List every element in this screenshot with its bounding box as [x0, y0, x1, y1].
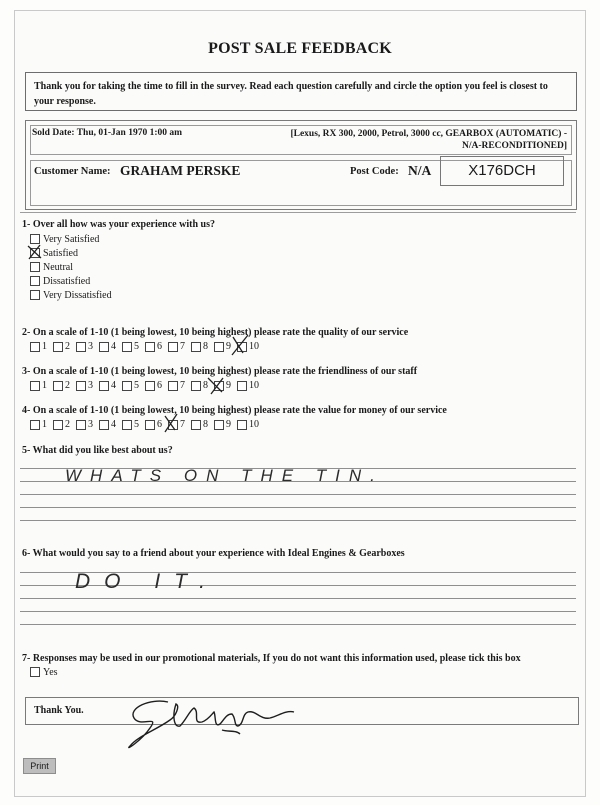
scale-option-10[interactable]: [237, 341, 259, 352]
option-label: 7: [180, 341, 185, 352]
signature-scribble: [110, 690, 310, 760]
customer-name-value: GRAHAM PERSKE: [120, 163, 241, 178]
question-1-options: [30, 232, 112, 302]
question-3-scale: [30, 380, 265, 391]
checkbox[interactable]: [145, 420, 155, 430]
checkbox[interactable]: [30, 381, 40, 391]
checkbox[interactable]: [99, 381, 109, 391]
scale-option-9[interactable]: [214, 419, 231, 430]
checkbox[interactable]: [76, 342, 86, 352]
checkbox[interactable]: [30, 276, 40, 286]
question-2-scale: [30, 341, 265, 352]
handwritten-cross-mark-icon: [229, 333, 251, 357]
option-label: Satisfied: [43, 247, 78, 259]
handwritten-cross-mark-icon: [26, 244, 44, 260]
postcode-value: N/A: [408, 163, 432, 178]
scale-option-7[interactable]: [168, 419, 185, 430]
scale-option-4[interactable]: [99, 419, 116, 430]
answer-line: [20, 624, 576, 625]
scale-option-8[interactable]: [191, 419, 208, 430]
option-label: 6: [157, 380, 162, 391]
option-label: Very Dissatisfied: [43, 289, 112, 301]
option-label: 8: [203, 341, 208, 352]
option-label: 2: [65, 341, 70, 352]
option-label: 10: [249, 380, 259, 391]
option-label: 3: [88, 341, 93, 352]
registration-number: X176DCH: [440, 156, 564, 186]
option-label: Very Satisfied: [43, 233, 100, 245]
divider: [20, 212, 576, 213]
scale-option-3[interactable]: [76, 419, 93, 430]
option-label: 8: [203, 380, 208, 391]
answer-line: [20, 507, 576, 508]
option-label: 4: [111, 380, 116, 391]
option-label: 10: [249, 341, 259, 352]
scale-option-1[interactable]: [30, 380, 47, 391]
option-label: 1: [42, 419, 47, 430]
handwritten-answer-6: DO IT.: [75, 570, 219, 593]
checkbox[interactable]: [30, 262, 40, 272]
checkbox[interactable]: [237, 420, 247, 430]
option-label: 5: [134, 341, 139, 352]
scale-option-7[interactable]: [168, 341, 185, 352]
scale-option-5[interactable]: [122, 341, 139, 352]
checkbox[interactable]: [53, 381, 63, 391]
sold-date: [32, 128, 182, 138]
option-label: 8: [203, 419, 208, 430]
scale-option-1[interactable]: [30, 419, 47, 430]
scale-option-2[interactable]: [53, 341, 70, 352]
checkbox[interactable]: [168, 381, 178, 391]
scale-option-2[interactable]: [53, 380, 70, 391]
scale-option-6[interactable]: [145, 419, 162, 430]
option-label: 10: [249, 419, 259, 430]
scale-option-6[interactable]: [145, 341, 162, 352]
handwritten-cross-mark-icon: [205, 374, 227, 396]
vehicle-details: [282, 128, 567, 152]
option-label: 5: [134, 419, 139, 430]
option-label: 3: [88, 380, 93, 391]
question-2: 2- On a scale of 1-10 (1 being lowest, 10 being highest) please rate the quality of our service: [22, 327, 409, 338]
checkbox[interactable]: [99, 342, 109, 352]
option-label: 9: [226, 380, 231, 391]
checkbox[interactable]: [30, 342, 40, 352]
question-3: 3- On a scale of 1-10 (1 being lowest, 10 being highest) please rate the friendliness of our staff: [22, 366, 418, 377]
checkbox[interactable]: [214, 342, 224, 352]
scale-option-3[interactable]: [76, 341, 93, 352]
question-4: 4- On a scale of 1-10 (1 being lowest, 10 being highest) please rate the value for money of our service: [22, 405, 447, 416]
intro-text: Thank you for taking the time to fill in the survey. Read each question carefully and circle the option you feel is closest to your response.: [34, 81, 548, 107]
scale-option-7[interactable]: [168, 380, 185, 391]
thank-you-text: Thank You.: [34, 705, 84, 716]
checkbox[interactable]: [191, 342, 201, 352]
checkbox[interactable]: [53, 342, 63, 352]
intro-box: [25, 72, 577, 111]
option-label: 6: [157, 341, 162, 352]
question-6: 6- What would you say to a friend about your experience with Ideal Engines & Gearboxes: [22, 548, 405, 559]
scale-option-4[interactable]: [99, 380, 116, 391]
option-label: Neutral: [43, 261, 73, 273]
question-7: 7- Responses may be used in our promotional materials, If you do not want this information used, please tick this box: [22, 653, 521, 664]
option-label: 9: [226, 341, 231, 352]
scale-option-10[interactable]: [237, 419, 259, 430]
option-yes[interactable]: [30, 665, 58, 679]
vehicle-line-1: [Lexus, RX 300, 2000, Petrol, 3000 cc, GEARBOX (AUTOMATIC) -: [290, 129, 567, 139]
scale-option-9[interactable]: [214, 380, 231, 391]
checkbox[interactable]: [168, 342, 178, 352]
checkbox[interactable]: [99, 420, 109, 430]
checkbox[interactable]: [76, 381, 86, 391]
checkbox[interactable]: [191, 420, 201, 430]
customer-name-label: Customer Name:: [34, 166, 111, 177]
option-label: 1: [42, 341, 47, 352]
postcode-label: Post Code:: [350, 166, 399, 177]
option-neutral[interactable]: [30, 260, 112, 274]
sold-date-label: Sold Date:: [32, 128, 75, 138]
option-dissatisfied[interactable]: [30, 274, 112, 288]
option-label: 3: [88, 419, 93, 430]
vehicle-line-2: N/A-RECONDITIONED]: [461, 141, 567, 151]
question-5: 5- What did you like best about us?: [22, 445, 173, 456]
question-4-scale: [30, 419, 265, 430]
checkbox[interactable]: [214, 420, 224, 430]
answer-line: [20, 520, 576, 521]
scale-option-2[interactable]: [53, 419, 70, 430]
option-label: 7: [180, 419, 185, 430]
option-label: 9: [226, 419, 231, 430]
option-label: 5: [134, 380, 139, 391]
scale-option-5[interactable]: [122, 380, 139, 391]
scale-option-5[interactable]: [122, 419, 139, 430]
checkbox[interactable]: [30, 234, 40, 244]
checkbox[interactable]: [30, 667, 40, 677]
checkbox[interactable]: [30, 290, 40, 300]
option-label: Dissatisfied: [43, 275, 91, 287]
answer-line: [20, 598, 576, 599]
checkbox[interactable]: [122, 381, 132, 391]
checkbox[interactable]: [122, 342, 132, 352]
answer-line: [20, 494, 576, 495]
print-button[interactable]: Print: [23, 758, 56, 774]
checkbox[interactable]: [30, 420, 40, 430]
option-label: 4: [111, 419, 116, 430]
scale-option-8[interactable]: [191, 341, 208, 352]
option-label: 7: [180, 380, 185, 391]
scale-option-6[interactable]: [145, 380, 162, 391]
form-title: POST SALE FEEDBACK: [208, 40, 392, 57]
handwritten-answer-5: WHATS ON THE TIN.: [65, 466, 384, 485]
option-label: 2: [65, 419, 70, 430]
checkbox[interactable]: [145, 342, 155, 352]
handwritten-cross-mark-icon: [161, 412, 181, 434]
scale-option-1[interactable]: [30, 341, 47, 352]
checkbox[interactable]: [53, 420, 63, 430]
answer-line: [20, 611, 576, 612]
option-very-dissatisfied[interactable]: [30, 288, 112, 302]
scale-option-10[interactable]: [237, 380, 259, 391]
checkbox[interactable]: [191, 381, 201, 391]
checkbox[interactable]: [76, 420, 86, 430]
option-label: Yes: [43, 666, 58, 678]
checkbox[interactable]: [122, 420, 132, 430]
option-label: 4: [111, 341, 116, 352]
question-1: 1- Over all how was your experience with us?: [22, 219, 215, 230]
option-label: 1: [42, 380, 47, 391]
scale-option-3[interactable]: [76, 380, 93, 391]
checkbox[interactable]: [237, 381, 247, 391]
option-label: 6: [157, 419, 162, 430]
scale-option-4[interactable]: [99, 341, 116, 352]
option-label: 2: [65, 380, 70, 391]
option-satisfied[interactable]: [30, 246, 112, 260]
sold-date-value: Thu, 01-Jan 1970 1:00 am: [76, 128, 183, 138]
checkbox[interactable]: [145, 381, 155, 391]
